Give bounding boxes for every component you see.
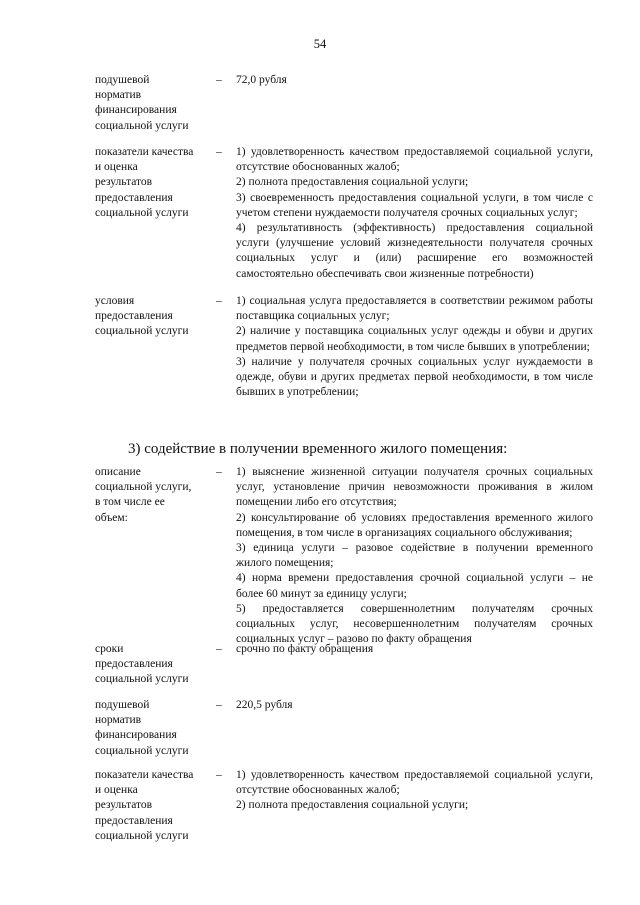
block-dash: – xyxy=(216,466,222,478)
block-dash: – xyxy=(216,769,222,781)
block-content xyxy=(236,768,593,814)
content-line: 4) норма времени предоставления срочной социальной услуги – не более 60 минут за единицу услуги; xyxy=(236,572,593,600)
block-label: описание социальной услуги, в том числе ее объем: xyxy=(95,466,192,524)
block-content xyxy=(236,465,593,647)
block-label: подушевой норматив финансирования социальной услуги xyxy=(95,74,189,132)
block-label: условия предоставления социальной услуги xyxy=(95,295,189,338)
block-label: сроки предоставления социальной услуги xyxy=(95,643,189,686)
content-line: 2) наличие у поставщика социальных услуг одежды и обуви и других предметов первой необходимости, в том числе бывших в употреблении; xyxy=(236,325,593,353)
block-dash: – xyxy=(216,643,222,655)
page-number: 54 xyxy=(313,37,327,51)
content-line: 2) консультирование об условиях предоставления временного жилого помещения, в том числе в организациях социального обслуживания; xyxy=(236,511,593,539)
content-line: 4) результативность (эффективность) предоставления социальной услуги (улучшение условий жизнедеятельности получателя срочных социальных услуг и (или) расширение его возможностей самостоятельно обеспечивать свои жизненные потребности) xyxy=(236,222,593,280)
block-content xyxy=(236,698,593,713)
content-line: 3) единица услуги – разовое содействие в получении временного жилого помещения; xyxy=(236,542,593,570)
content-line: срочно по факту обращения xyxy=(236,643,374,655)
block-dash: – xyxy=(216,74,222,86)
content-line: 1) удовлетворенность качеством предоставляемой социальной услуги, отсутствие обоснованных жалоб; xyxy=(236,146,593,174)
block-content xyxy=(236,73,593,88)
block-dash: – xyxy=(216,699,222,711)
content-line: 72,0 рубля xyxy=(236,74,287,86)
block-content xyxy=(236,642,593,657)
content-line: 3) наличие у получателя срочных социальных услуг нуждаемости в одежде, обуви и других предметах первой необходимости, в том числе бывших в употреблении; xyxy=(236,355,593,399)
content-line: 220,5 рубля xyxy=(236,699,293,711)
block-label: показатели качества и оценка результатов предоставления социальной услуги xyxy=(95,769,194,842)
block-dash: – xyxy=(216,146,222,158)
content-line: 2) полнота предоставления социальной услуги; xyxy=(236,176,469,189)
content-line: 1) социальная услуга предоставляется в соответствии режимом работы поставщика социальных услуг; xyxy=(236,295,593,323)
block-label: показатели качества и оценка результатов предоставления социальной услуги xyxy=(95,146,194,219)
section-heading: 3) содействие в получении временного жилого помещения: xyxy=(128,441,508,457)
content-line: 1) удовлетворенность качеством предоставляемой социальной услуги, отсутствие обоснованных жалоб; xyxy=(236,769,593,797)
block-content xyxy=(236,145,593,282)
content-line: 2) полнота предоставления социальной услуги; xyxy=(236,799,469,812)
block-dash: – xyxy=(216,295,222,307)
block-label: подушевой норматив финансирования социальной услуги xyxy=(95,699,189,757)
content-line: 3) своевременность предоставления социальной услуги, в том числе с учетом степени нуждаемости получателя срочных социальных услуг; xyxy=(236,191,593,219)
content-line: 5) предоставляется совершеннолетним получателям срочных социальных услуг, несовершеннолетним получателям срочных социальных услуг – разово по факту обращения xyxy=(236,602,593,646)
block-content xyxy=(236,294,593,400)
content-line: 1) выяснение жизненной ситуации получателя срочных социальных услуг, установление причин невозможности проживания в жилом помещении либо его отсутствия; xyxy=(236,466,593,509)
